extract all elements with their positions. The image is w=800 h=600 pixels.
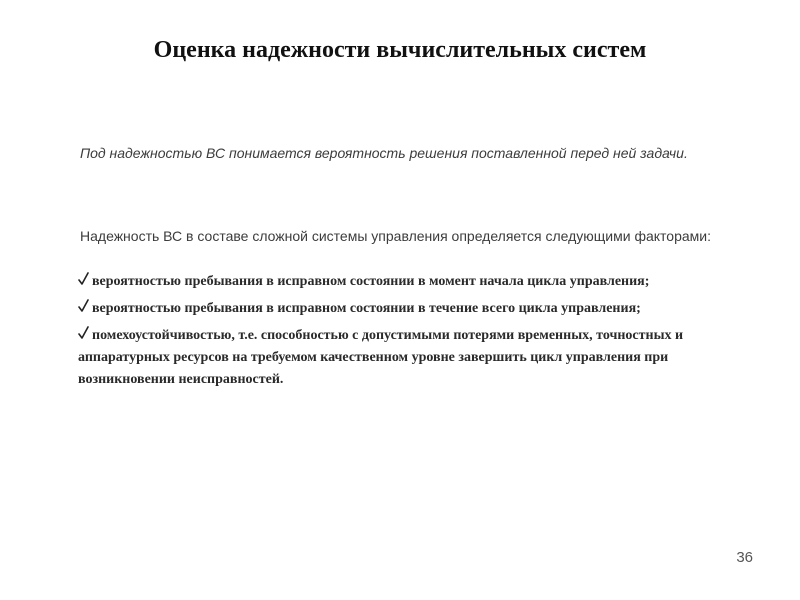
list-item bbox=[78, 325, 758, 391]
slide-title: Оценка надежности вычислительных систем bbox=[153, 37, 647, 63]
factor-text: помехоустойчивостью, т.е. способностью с допустимыми потерями временных, точностных и аппаратурных ресурсов на требуемом качественном уровне завершить цикл управления при возникновении неисправностей. bbox=[78, 328, 684, 387]
checkmark-icon bbox=[78, 326, 89, 340]
list-item bbox=[78, 298, 758, 320]
list-item bbox=[78, 271, 758, 293]
factor-text: вероятностью пребывания в исправном состоянии в момент начала цикла управления; bbox=[92, 274, 650, 289]
checkmark-icon bbox=[78, 272, 89, 286]
factors-list bbox=[78, 271, 758, 396]
page-number: 36 bbox=[736, 549, 753, 566]
factor-text: вероятностью пребывания в исправном состоянии в течение всего цикла управления; bbox=[92, 301, 641, 316]
intro-text: Надежность ВС в составе сложной системы управления определяется следующими факторами: bbox=[80, 228, 711, 244]
definition-text: Под надежностью ВС понимается вероятность решения поставленной перед ней задачи. bbox=[80, 145, 688, 161]
checkmark-icon bbox=[78, 299, 89, 313]
